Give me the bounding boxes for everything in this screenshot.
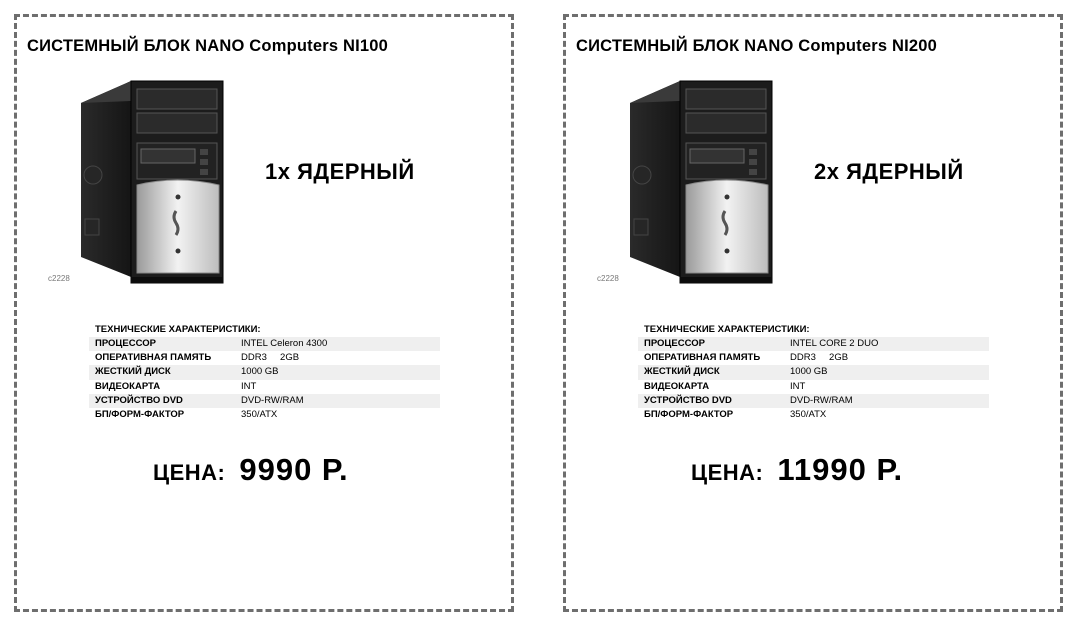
spec-value: INTEL CORE 2 DUO — [790, 338, 879, 349]
spec-value: 1000 GB — [241, 366, 279, 378]
spec-label: БП/ФОРМ-ФАКТОР — [644, 408, 734, 420]
spec-value: DVD-RW/RAM — [241, 394, 304, 406]
specs-title: ТЕХНИЧЕСКИЕ ХАРАКТЕРИСТИКИ: — [644, 324, 810, 335]
specs-rows — [638, 337, 989, 422]
image-code: c2228 — [48, 274, 70, 283]
product-title: СИСТЕМНЫЙ БЛОК NANO Computers NI100 — [27, 37, 389, 55]
spec-value: 350/ATX — [241, 408, 278, 420]
specs-table — [89, 323, 440, 422]
price-label: ЦЕНА: — [691, 460, 764, 485]
spec-label: ОПЕРАТИВНАЯ ПАМЯТЬ — [95, 352, 212, 364]
spec-row — [89, 337, 440, 351]
spec-label: ЖЕСТКИЙ ДИСК — [644, 366, 720, 378]
spec-value: DDR3 2GB — [790, 352, 849, 364]
spec-value: INT — [790, 380, 806, 392]
spec-label: БП/ФОРМ-ФАКТОР — [95, 408, 185, 420]
product-card-ni100 — [14, 14, 514, 612]
spec-row — [89, 408, 440, 422]
cores-label: 1x ЯДЕРНЫЙ — [265, 159, 415, 184]
pc-tower-image — [79, 79, 225, 285]
spec-row — [638, 365, 989, 379]
spec-value: 350/ATX — [790, 408, 827, 420]
spec-row — [638, 408, 989, 422]
spec-label: ЖЕСТКИЙ ДИСК — [95, 366, 171, 378]
spec-row — [638, 337, 989, 351]
spec-row — [89, 365, 440, 379]
spec-value: DVD-RW/RAM — [790, 394, 853, 406]
spec-label: ПРОЦЕССОР — [644, 338, 705, 349]
cores-label: 2x ЯДЕРНЫЙ — [814, 159, 964, 184]
spec-value: DDR3 2GB — [241, 352, 300, 364]
spec-row — [638, 351, 989, 365]
spec-row — [89, 380, 440, 394]
spec-value: INT — [241, 380, 257, 392]
product-title: СИСТЕМНЫЙ БЛОК NANO Computers NI200 — [576, 37, 938, 55]
spec-row — [638, 380, 989, 394]
spec-label: ВИДЕОКАРТА — [95, 380, 161, 392]
image-code: c2228 — [597, 274, 619, 283]
price-value: 9990 Р. — [239, 452, 349, 487]
specs-title: ТЕХНИЧЕСКИЕ ХАРАКТЕРИСТИКИ: — [95, 324, 261, 335]
price — [153, 452, 349, 488]
specs-rows — [89, 337, 440, 422]
spec-label: ВИДЕОКАРТА — [644, 380, 710, 392]
spec-value: 1000 GB — [790, 366, 828, 378]
spec-row — [638, 394, 989, 408]
spec-row — [89, 351, 440, 365]
spec-label: УСТРОЙСТВО DVD — [95, 394, 183, 406]
spec-label: ОПЕРАТИВНАЯ ПАМЯТЬ — [644, 352, 761, 364]
spec-value: INTEL Celeron 4300 — [241, 338, 328, 349]
price-value: 11990 Р. — [777, 452, 904, 487]
spec-row — [89, 394, 440, 408]
price — [691, 452, 903, 488]
spec-label: ПРОЦЕССОР — [95, 338, 156, 349]
specs-table — [638, 323, 989, 422]
pc-tower-image — [628, 79, 774, 285]
spec-label: УСТРОЙСТВО DVD — [644, 394, 732, 406]
price-label: ЦЕНА: — [153, 460, 226, 485]
product-card-ni200 — [563, 14, 1063, 612]
